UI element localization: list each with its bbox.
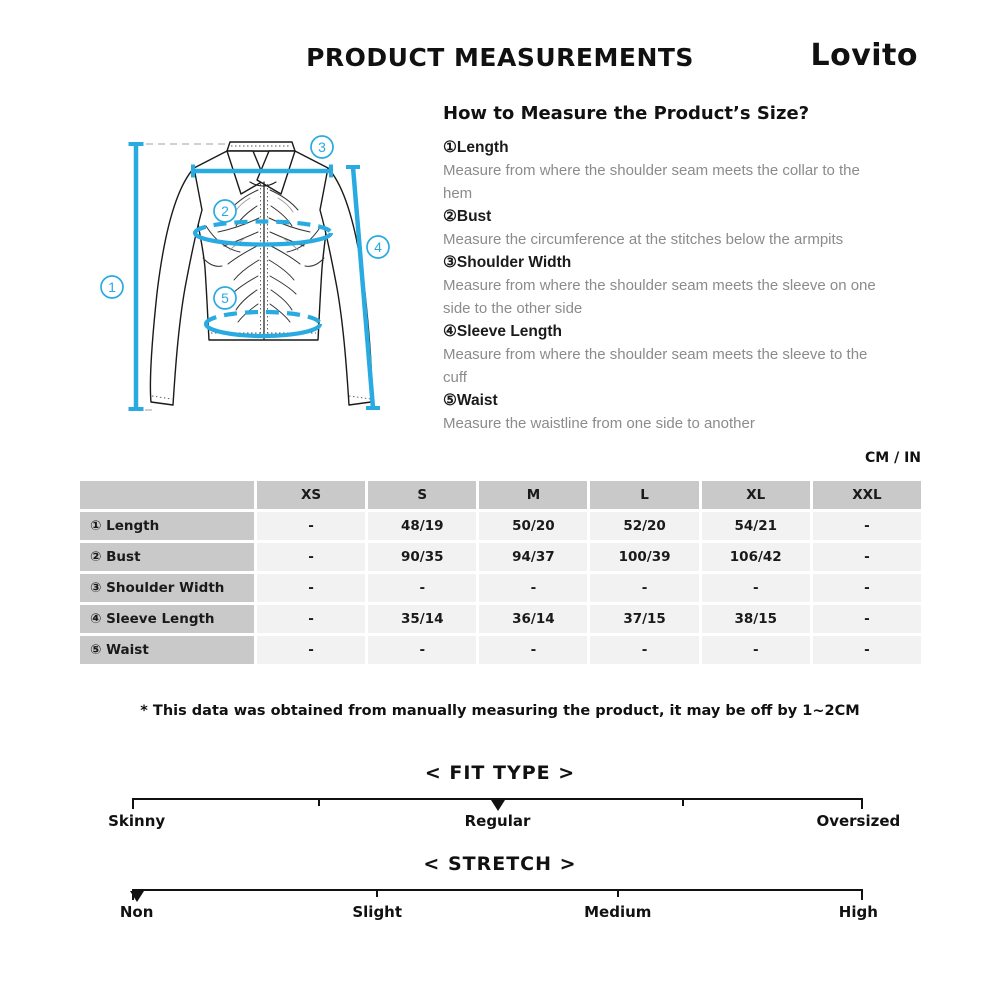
row-label: ④ Sleeve Length [80, 605, 254, 633]
svg-text:1: 1 [108, 279, 116, 295]
stretch-scale [0, 853, 1000, 933]
svg-text:3: 3 [318, 139, 326, 155]
garment-measurement-diagram [90, 128, 420, 433]
measurement-cell: 52/20 [590, 512, 698, 540]
measurement-cell: 100/39 [590, 543, 698, 571]
how-to-items [443, 136, 883, 435]
size-column-header: L [590, 481, 698, 509]
measurement-cell: - [813, 605, 921, 633]
scale-label: Non [119, 903, 154, 921]
stretch-track [133, 889, 862, 891]
fit-type-labels [108, 812, 901, 832]
row-label: ⑤ Waist [80, 636, 254, 664]
measurement-cell: - [368, 574, 476, 602]
measure-item-description: Measure the circumference at the stitches below the armpits [443, 231, 844, 248]
size-column-header: XXL [813, 481, 921, 509]
measurement-cell: 90/35 [368, 543, 476, 571]
svg-text:5: 5 [221, 290, 229, 306]
fit-type-scale [0, 762, 1000, 842]
stretch-title: < STRETCH > [423, 853, 577, 875]
measurement-cell: - [813, 636, 921, 664]
measurement-cell: 50/20 [479, 512, 587, 540]
fit-type-track [133, 798, 862, 800]
measurement-cell: - [257, 605, 365, 633]
measure-item-label: ⑤Waist [443, 392, 498, 409]
measurement-cell: 37/15 [590, 605, 698, 633]
measurement-cell: 38/15 [702, 605, 810, 633]
measurement-cell: - [257, 574, 365, 602]
measure-item-label: ①Length [443, 139, 509, 156]
measurement-cell: - [257, 512, 365, 540]
measure-item-label: ③Shoulder Width [443, 254, 572, 271]
scale-tick [318, 798, 320, 806]
measure-item [443, 320, 883, 389]
size-table [80, 481, 921, 664]
corner-header [80, 481, 254, 509]
fit-type-title: < FIT TYPE > [424, 762, 576, 784]
measure-item [443, 251, 883, 320]
measurement-cell: - [702, 574, 810, 602]
measure-item-description: Measure the waistline from one side to another [443, 415, 755, 432]
size-column-header: M [479, 481, 587, 509]
measurement-cell: 35/14 [368, 605, 476, 633]
row-label: ① Length [80, 512, 254, 540]
measurement-cell: - [590, 574, 698, 602]
scale-label: Regular [464, 812, 531, 830]
measure-item-label: ④Sleeve Length [443, 323, 562, 340]
size-column-header: XL [702, 481, 810, 509]
row-label: ③ Shoulder Width [80, 574, 254, 602]
scale-label: Skinny [108, 812, 166, 830]
measurement-cell: - [813, 574, 921, 602]
scale-label: High [838, 903, 878, 921]
scale-label: Slight [352, 903, 403, 921]
scale-tick [682, 798, 684, 806]
scale-tick [617, 889, 619, 897]
unit-label: CM / IN [865, 450, 921, 466]
measure-item-description: Measure from where the shoulder seam meets the sleeve on one side to the other side [443, 277, 876, 317]
annotation-1 [101, 276, 123, 298]
measurement-cell: 106/42 [702, 543, 810, 571]
measure-item-description: Measure from where the shoulder seam meets the collar to the hem [443, 162, 860, 202]
measure-item-label: ②Bust [443, 208, 492, 225]
measurement-cell: - [479, 636, 587, 664]
measure-item [443, 136, 883, 205]
scale-tick [861, 889, 863, 900]
measurement-cell: - [368, 636, 476, 664]
svg-text:2: 2 [221, 203, 229, 219]
svg-text:4: 4 [374, 239, 382, 255]
measure-line-length [129, 144, 144, 409]
page-title: PRODUCT MEASUREMENTS [306, 43, 694, 72]
size-column-header: XS [257, 481, 365, 509]
annotation-4 [367, 236, 389, 258]
measure-item [443, 389, 883, 435]
annotation-3 [311, 136, 333, 158]
annotation-5 [214, 287, 236, 309]
measure-item [443, 205, 883, 251]
measurement-cell: - [590, 636, 698, 664]
disclaimer-note: * This data was obtained from manually measuring the product, it may be off by 1~2CM [140, 703, 860, 719]
measure-item-description: Measure from where the shoulder seam meets the sleeve to the cuff [443, 346, 868, 386]
scale-label: Oversized [816, 812, 901, 830]
measurement-cell: 36/14 [479, 605, 587, 633]
how-to-measure-section [443, 102, 883, 435]
measurement-cell: - [702, 636, 810, 664]
scale-tick [132, 798, 134, 809]
stretch-labels [119, 903, 878, 923]
measurement-cell: 48/19 [368, 512, 476, 540]
annotation-2 [214, 200, 236, 222]
measurement-cell: 94/37 [479, 543, 587, 571]
scale-tick [861, 798, 863, 809]
garment-illustration [150, 142, 371, 405]
scale-tick [376, 889, 378, 897]
measurement-cell: 54/21 [702, 512, 810, 540]
measurement-cell: - [257, 543, 365, 571]
how-to-heading: How to Measure the Product’s Size? [443, 103, 810, 124]
scale-marker-triangle [130, 891, 144, 902]
measurement-cell: - [813, 512, 921, 540]
measurement-cell: - [479, 574, 587, 602]
scale-marker-triangle [491, 800, 505, 811]
measurement-cell: - [257, 636, 365, 664]
size-column-header: S [368, 481, 476, 509]
scale-label: Medium [584, 903, 652, 921]
brand-logo: Lovito [810, 38, 918, 73]
measurement-cell: - [813, 543, 921, 571]
row-label: ② Bust [80, 543, 254, 571]
